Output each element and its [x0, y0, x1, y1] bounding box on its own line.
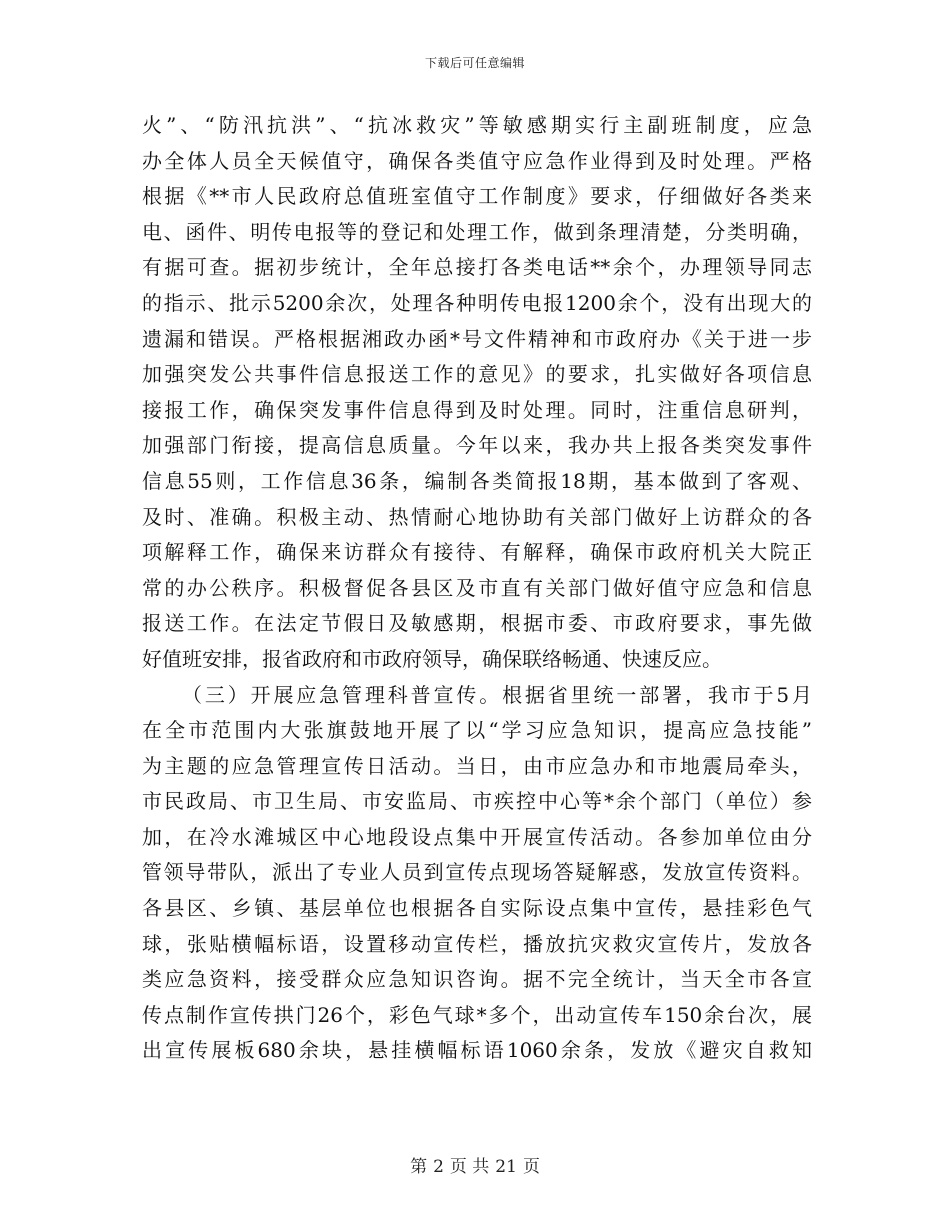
text-line: 加强突发公共事件信息报送工作的意见》的要求，扎实做好各项信息: [142, 362, 812, 387]
text-line: 传点制作宣传拱门26个，彩色气球*多个，出动宣传车150余台次，展: [142, 1002, 812, 1027]
text-line: 火”、“防汛抗洪”、“抗冰救灾”等敏感期实行主副班制度，应急: [142, 113, 812, 137]
text-line: 的指示、批示5200余次，处理各种明传电报1200余个，没有出现大的: [142, 290, 812, 315]
text-line: 在全市范围内大张旗鼓地开展了以“学习应急知识，提高应急技能”: [142, 718, 812, 743]
footer-middle: 页 共: [449, 1157, 490, 1177]
text-line: 加，在冷水滩城区中心地段设点集中开展宣传活动。各参加单位由分: [142, 824, 812, 849]
page-header: 下载后可任意编辑: [424, 56, 525, 70]
text-line: 市民政局、市卫生局、市安监局、市疾控中心等*余个部门（单位）参: [142, 789, 812, 814]
footer-suffix: 页: [522, 1157, 540, 1177]
text-line: 球，张贴横幅标语，设置移动宣传栏，播放抗灾救灾宣传片，发放各: [142, 931, 812, 956]
text-line: 有据可查。据初步统计，全年总接打各类电话**余个，办理领导同志: [142, 255, 812, 280]
text-line: 加强部门衔接，提高信息质量。今年以来，我办共上报各类突发事件: [142, 433, 812, 458]
page-total: 21: [495, 1157, 517, 1177]
text-line: 遗漏和错误。严格根据湘政办函*号文件精神和市政府办《关于进一步: [142, 326, 812, 351]
footer-prefix: 第: [410, 1157, 428, 1177]
text-line: 信息55则，工作信息36条，编制各类简报18期，基本做到了客观、: [142, 468, 812, 493]
text-line: 电、函件、明传电报等的登记和处理工作，做到条理清楚，分类明确，: [142, 219, 812, 244]
text-line: 报送工作。在法定节假日及敏感期，根据市委、市政府要求，事先做: [142, 611, 812, 636]
text-line: 及时、准确。积极主动、热情耐心地协助有关部门做好上访群众的各: [142, 504, 812, 529]
text-line: 常的办公秩序。积极督促各县区及市直有关部门做好值守应急和信息: [142, 575, 812, 600]
text-line: 接报工作，确保突发事件信息得到及时处理。同时，注重信息研判，: [142, 397, 812, 422]
text-line: 项解释工作，确保来访群众有接待、有解释，确保市政府机关大院正: [142, 540, 812, 565]
body-text: [142, 108, 812, 1069]
text-line: 各县区、乡镇、基层单位也根据各自实际设点集中宣传，悬挂彩色气: [142, 896, 812, 921]
text-line: 出宣传展板680余块，悬挂横幅标语1060余条，发放《避灾自救知: [142, 1038, 812, 1063]
page-number: 2: [433, 1157, 444, 1177]
text-line: 管领导带队，派出了专业人员到宣传点现场答疑解惑，发放宣传资料。: [142, 860, 812, 885]
paragraph-end-line: 好值班安排，报省政府和市政府领导，确保联络畅通、快速反应。: [142, 646, 722, 671]
text-line: 根据《**市人民政府总值班室值守工作制度》要求，仔细做好各类来: [142, 184, 812, 209]
page-footer: [0, 1152, 950, 1177]
text-line: 类应急资料，接受群众应急知识咨询。据不完全统计，当天全市各宣: [142, 967, 812, 992]
text-line: 为主题的应急管理宣传日活动。当日，由市应急办和市地震局牵头，: [142, 753, 812, 778]
section-heading-line: （三）开展应急管理科普宣传。根据省里统一部署，我市于5月: [182, 682, 812, 707]
text-line: 办全体人员全天候值守，确保各类值守应急作业得到及时处理。严格: [142, 148, 812, 173]
